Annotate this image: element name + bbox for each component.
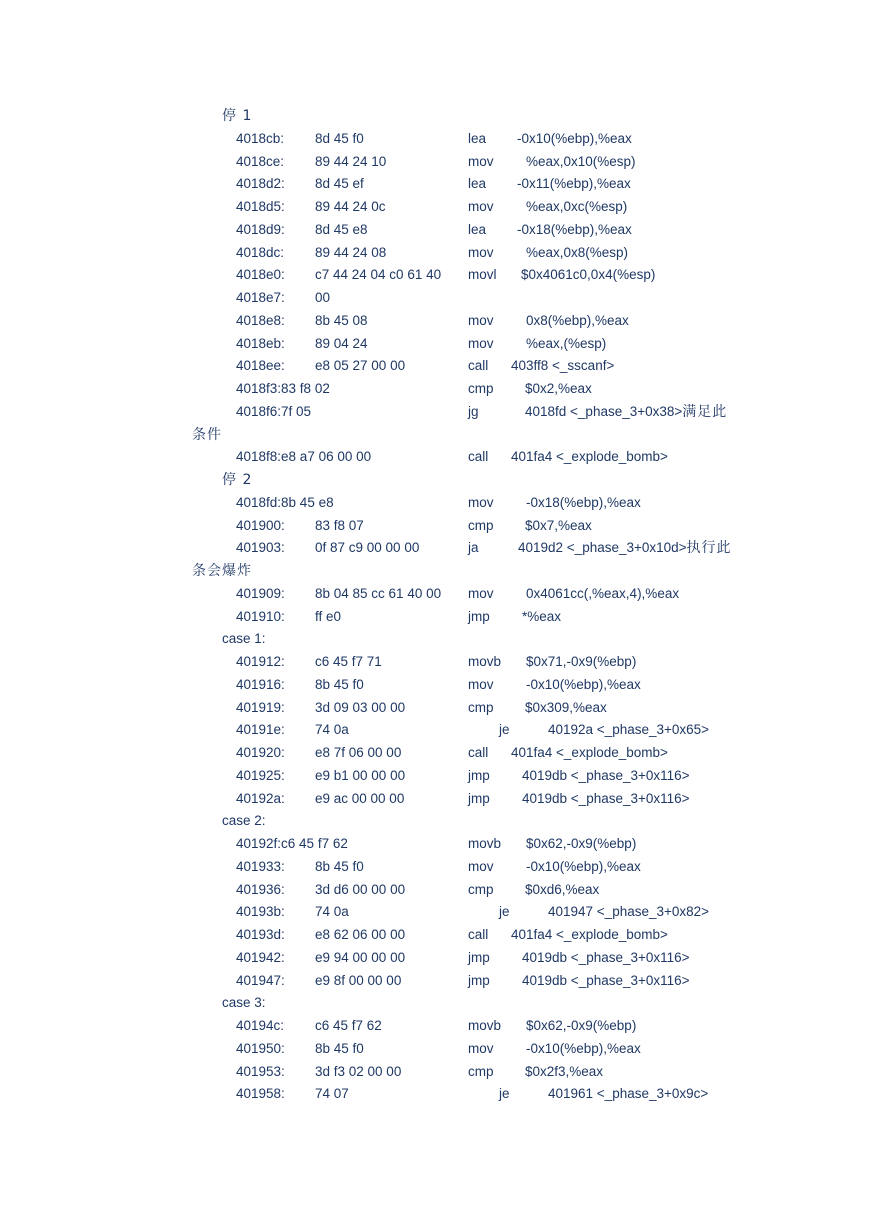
instruction-address: 401936: <box>236 882 285 897</box>
comment-continuation: 条件 <box>192 427 222 443</box>
instruction-bytes: e8 62 06 00 00 <box>315 927 406 942</box>
instruction-operands: 401961 <_phase_3+0x9c> <box>548 1086 709 1101</box>
instruction-mnemonic: jmp <box>468 791 490 806</box>
instruction-mnemonic: movb <box>468 836 502 851</box>
instruction-bytes: 8b 04 85 cc 61 40 00 <box>315 586 442 601</box>
instruction-mnemonic: mov <box>468 586 494 601</box>
instruction-address: 401916: <box>236 677 285 692</box>
instruction-address: 401912: <box>236 654 285 669</box>
instruction-mnemonic: mov <box>468 154 494 169</box>
instruction-address: 401925: <box>236 768 285 783</box>
instruction-bytes: c6 45 f7 62 <box>315 1018 382 1033</box>
instruction-address: 4018dc: <box>236 245 285 260</box>
instruction-mnemonic: call <box>468 358 489 373</box>
instruction-bytes: 8b 45 f0 <box>315 859 364 874</box>
instruction-address: 4018fd:8b 45 e8 <box>236 495 334 510</box>
instruction-address: 4018e0: <box>236 267 285 282</box>
instruction-operands: -0x10(%ebp),%eax <box>526 1041 641 1056</box>
instruction-operands: 0x4061cc(,%eax,4),%eax <box>526 586 680 601</box>
instruction-address: 4018ce: <box>236 154 285 169</box>
instruction-operands: 401fa4 <_explode_bomb> <box>511 449 668 464</box>
instruction-mnemonic: mov <box>468 859 494 874</box>
instruction-bytes: c6 45 f7 71 <box>315 654 382 669</box>
instruction-mnemonic: movb <box>468 1018 502 1033</box>
instruction-bytes: c7 44 24 04 c0 61 40 <box>315 267 442 282</box>
instruction-operands: 401947 <_phase_3+0x82> <box>548 904 710 919</box>
instruction-mnemonic: cmp <box>468 381 494 396</box>
instruction-operands: $0x62,-0x9(%ebp) <box>526 836 637 851</box>
instruction-operands: 401fa4 <_explode_bomb> <box>511 927 668 942</box>
instruction-operands: $0x2f3,%eax <box>525 1064 604 1079</box>
instruction-operands: $0x71,-0x9(%ebp) <box>526 654 637 669</box>
instruction-address: 4018f3:83 f8 02 <box>236 381 330 396</box>
instruction-mnemonic: movb <box>468 654 502 669</box>
instruction-mnemonic: je <box>499 904 510 919</box>
instruction-mnemonic: movl <box>468 267 497 282</box>
instruction-mnemonic: cmp <box>468 1064 494 1079</box>
inline-comment: 满足此 <box>682 404 728 420</box>
instruction-operands: -0x18(%ebp),%eax <box>517 222 632 237</box>
instruction-operands: 0x8(%ebp),%eax <box>526 313 629 328</box>
instruction-address: 40193b: <box>236 904 285 919</box>
instruction-mnemonic: mov <box>468 677 494 692</box>
instruction-bytes: 8b 45 f0 <box>315 1041 364 1056</box>
instruction-address: 4018d5: <box>236 199 285 214</box>
instruction-address: 4018d2: <box>236 176 285 191</box>
inline-comment: 执行此 <box>686 540 732 556</box>
instruction-mnemonic: mov <box>468 336 494 351</box>
instruction-bytes: e8 7f 06 00 00 <box>315 745 402 760</box>
instruction-bytes: e9 8f 00 00 00 <box>315 973 402 988</box>
instruction-mnemonic: mov <box>468 199 494 214</box>
instruction-address: 40193d: <box>236 927 285 942</box>
instruction-bytes: e8 05 27 00 00 <box>315 358 406 373</box>
instruction-operands: $0x2,%eax <box>525 381 592 396</box>
instruction-address: 401933: <box>236 859 285 874</box>
instruction-mnemonic: lea <box>468 131 487 146</box>
instruction-mnemonic: cmp <box>468 700 494 715</box>
instruction-mnemonic: call <box>468 745 489 760</box>
instruction-bytes: 89 44 24 08 <box>315 245 387 260</box>
instruction-address: 401919: <box>236 700 285 715</box>
instruction-bytes: 8b 45 f0 <box>315 677 364 692</box>
instruction-bytes: 3d f3 02 00 00 <box>315 1064 402 1079</box>
instruction-bytes: 0f 87 c9 00 00 00 <box>315 540 420 555</box>
instruction-operands: *%eax <box>522 609 562 624</box>
instruction-bytes: 8d 45 f0 <box>315 131 364 146</box>
instruction-address: 401909: <box>236 586 285 601</box>
instruction-mnemonic: mov <box>468 495 494 510</box>
instruction-address: 401953: <box>236 1064 285 1079</box>
instruction-operands: %eax,0x8(%esp) <box>526 245 629 260</box>
instruction-address: 401942: <box>236 950 285 965</box>
instruction-operands: 4019db <_phase_3+0x116> <box>522 973 690 988</box>
instruction-mnemonic: jmp <box>468 768 490 783</box>
instruction-mnemonic: call <box>468 927 489 942</box>
instruction-mnemonic: je <box>499 1086 510 1101</box>
instruction-address: 401950: <box>236 1041 285 1056</box>
instruction-bytes: 8b 45 08 <box>315 313 368 328</box>
instruction-bytes: 8d 45 e8 <box>315 222 368 237</box>
instruction-bytes: 89 44 24 10 <box>315 154 387 169</box>
instruction-bytes: 89 44 24 0c <box>315 199 386 214</box>
instruction-operands: 4019db <_phase_3+0x116> <box>522 950 690 965</box>
instruction-operands: $0x7,%eax <box>525 518 592 533</box>
instruction-address: 4018e7: <box>236 290 285 305</box>
comment-continuation: 条会爆炸 <box>192 563 252 579</box>
instruction-mnemonic: ja <box>468 540 479 555</box>
instruction-operands: 403ff8 <_sscanf> <box>511 358 615 373</box>
instruction-mnemonic: mov <box>468 245 494 260</box>
instruction-operands: %eax,(%esp) <box>526 336 607 351</box>
instruction-operands: 401fa4 <_explode_bomb> <box>511 745 668 760</box>
instruction-address: 40192f:c6 45 f7 62 <box>236 836 348 851</box>
instruction-operands: 4018fd <_phase_3+0x38>满足此 <box>525 404 728 420</box>
instruction-mnemonic: cmp <box>468 882 494 897</box>
instruction-address: 401958: <box>236 1086 285 1101</box>
instruction-address: 40191e: <box>236 722 285 737</box>
section-heading: 停 1 <box>222 108 253 124</box>
instruction-address: 401900: <box>236 518 285 533</box>
instruction-bytes: e9 94 00 00 00 <box>315 950 406 965</box>
instruction-address: 4018cb: <box>236 131 285 146</box>
instruction-bytes: 74 0a <box>315 904 349 919</box>
instruction-operands: $0x62,-0x9(%ebp) <box>526 1018 637 1033</box>
instruction-bytes: e9 b1 00 00 00 <box>315 768 406 783</box>
instruction-operands: 4019db <_phase_3+0x116> <box>522 791 690 806</box>
instruction-operands: -0x18(%ebp),%eax <box>526 495 641 510</box>
instruction-mnemonic: lea <box>468 176 487 191</box>
section-heading: case 3: <box>222 995 266 1010</box>
instruction-mnemonic: mov <box>468 1041 494 1056</box>
instruction-address: 4018f8:e8 a7 06 00 00 <box>236 449 372 464</box>
instruction-mnemonic: call <box>468 449 489 464</box>
instruction-mnemonic: je <box>499 722 510 737</box>
instruction-operands: 4019d2 <_phase_3+0x10d>执行此 <box>518 540 732 556</box>
instruction-address: 4018e8: <box>236 313 285 328</box>
section-heading: 停 2 <box>222 472 253 488</box>
instruction-address: 401920: <box>236 745 285 760</box>
instruction-operands: %eax,0x10(%esp) <box>526 154 636 169</box>
instruction-mnemonic: jmp <box>468 950 490 965</box>
instruction-address: 4018ee: <box>236 358 285 373</box>
instruction-operands: $0x309,%eax <box>525 700 607 715</box>
section-heading: case 1: <box>222 631 266 646</box>
instruction-operands: -0x10(%ebp),%eax <box>526 677 641 692</box>
instruction-bytes: 89 04 24 <box>315 336 368 351</box>
instruction-address: 4018eb: <box>236 336 285 351</box>
instruction-mnemonic: cmp <box>468 518 494 533</box>
instruction-operands: 4019db <_phase_3+0x116> <box>522 768 690 783</box>
instruction-bytes: 3d 09 03 00 00 <box>315 700 406 715</box>
instruction-operands: $0x4061c0,0x4(%esp) <box>521 267 656 282</box>
instruction-bytes: ff e0 <box>315 609 342 624</box>
instruction-operands: $0xd6,%eax <box>525 882 600 897</box>
instruction-address: 401947: <box>236 973 285 988</box>
instruction-operands: -0x10(%ebp),%eax <box>517 131 632 146</box>
instruction-mnemonic: lea <box>468 222 487 237</box>
instruction-address: 401903: <box>236 540 285 555</box>
instruction-bytes: 83 f8 07 <box>315 518 364 533</box>
instruction-operands: %eax,0xc(%esp) <box>526 199 628 214</box>
instruction-operands: -0x11(%ebp),%eax <box>517 176 631 191</box>
instruction-bytes: 8d 45 ef <box>315 176 364 191</box>
instruction-address: 40194c: <box>236 1018 285 1033</box>
instruction-mnemonic: jmp <box>468 973 490 988</box>
instruction-mnemonic: mov <box>468 313 494 328</box>
instruction-mnemonic: jmp <box>468 609 490 624</box>
instruction-address: 40192a: <box>236 791 285 806</box>
instruction-address: 401910: <box>236 609 285 624</box>
instruction-address: 4018d9: <box>236 222 285 237</box>
instruction-bytes: 00 <box>315 290 331 305</box>
instruction-bytes: 3d d6 00 00 00 <box>315 882 406 897</box>
instruction-mnemonic: jg <box>468 404 479 419</box>
instruction-bytes: 74 07 <box>315 1086 349 1101</box>
section-heading: case 2: <box>222 813 266 828</box>
instruction-operands: -0x10(%ebp),%eax <box>526 859 641 874</box>
instruction-operands: 40192a <_phase_3+0x65> <box>548 722 710 737</box>
instruction-address: 4018f6:7f 05 <box>236 404 312 419</box>
instruction-bytes: 74 0a <box>315 722 349 737</box>
instruction-bytes: e9 ac 00 00 00 <box>315 791 405 806</box>
